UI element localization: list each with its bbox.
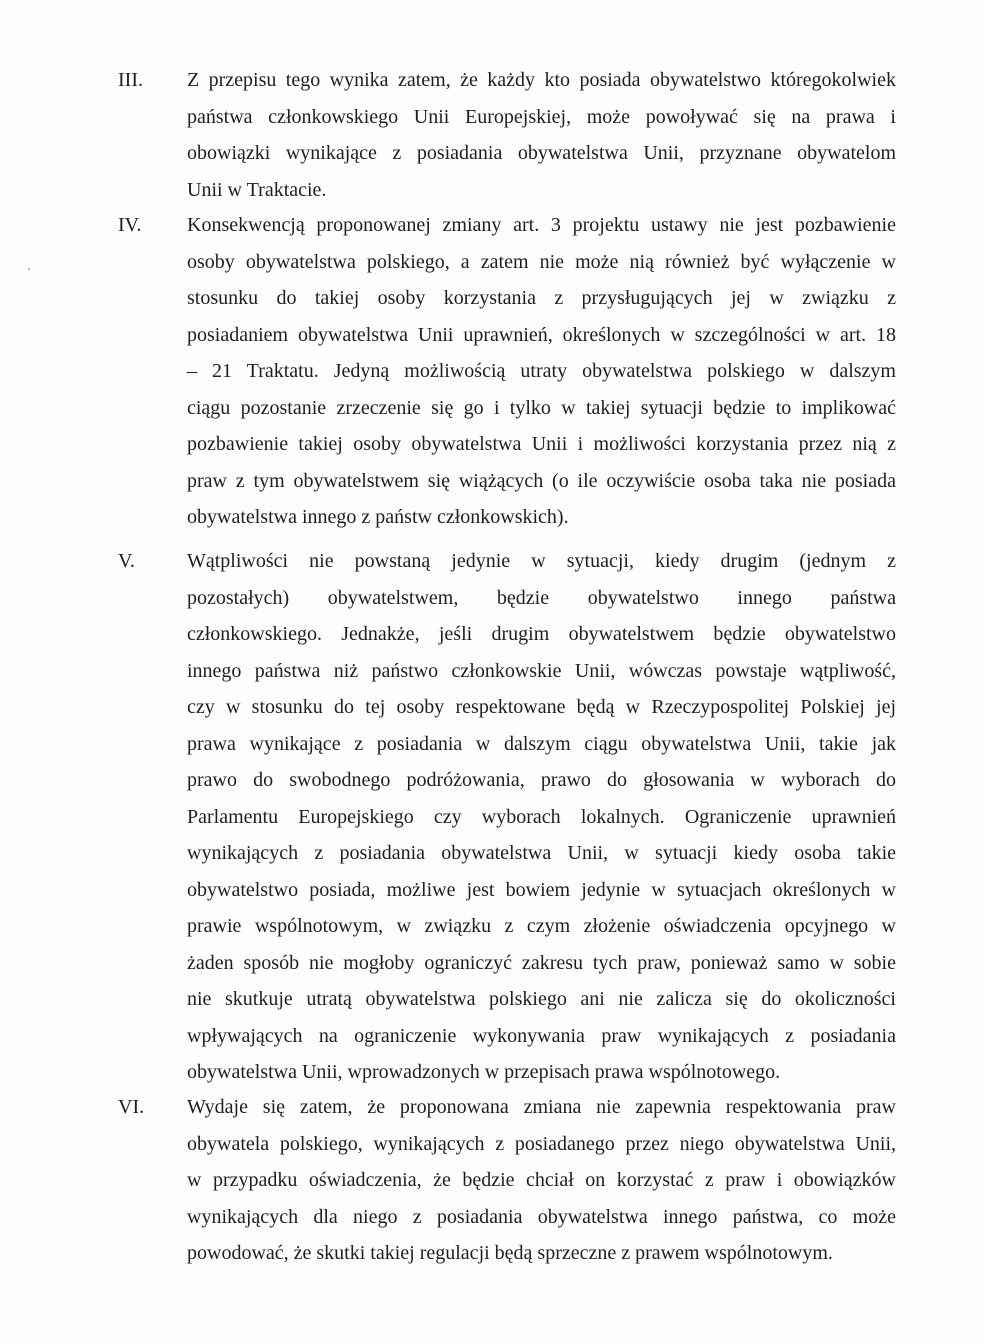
paragraph-line: czy w stosunku do tej osoby respektowane będą w Rzeczypospolitej Polskiej jej (187, 696, 896, 718)
paragraph-line: Wydaje się zatem, że proponowana zmiana nie zapewnia respektowania praw (187, 1096, 896, 1118)
paragraph-line: wynikających dla niego z posiadania obywatelstwa innego państwa, co może (187, 1205, 896, 1228)
paragraph-line: – 21 Traktatu. Jedyną możliwością utraty obywatelstwa polskiego w dalszym (187, 360, 896, 382)
section-paragraph (187, 543, 896, 1091)
paragraph-line: państwa członkowskiego Unii Europejskiej, może powoływać się na prawa i (187, 105, 896, 128)
paragraph-line: obywatelstwa Unii, wprowadzonych w przepisach prawa wspólnotowego. (187, 1061, 781, 1083)
paragraph-line: wynikających z posiadania obywatelstwa Unii, w sytuacji kiedy osoba takie (187, 842, 896, 864)
paragraph-line: Z przepisu tego wynika zatem, że każdy kto posiada obywatelstwo któregokolwiek (187, 69, 896, 91)
paragraph-line: pozostałych) obywatelstwem, będzie obywatelstwo innego państwa (187, 586, 896, 609)
paragraph-line: powodować, że skutki takiej regulacji będą sprzeczne z prawem wspólnotowym. (187, 1242, 833, 1264)
paragraph-line: żaden sposób nie mogłoby ograniczyć zakresu tych praw, ponieważ samo w sobie (187, 951, 896, 974)
paragraph-line: Unii w Traktacie. (187, 178, 327, 201)
paragraph-line: nie skutkuje utratą obywatelstwa polskiego ani nie zalicza się do okoliczności (187, 988, 896, 1010)
scan-speck (28, 268, 30, 270)
section-numeral: V. (118, 550, 135, 572)
paragraph-line: innego państwa niż państwo członkowskie Unii, wówczas powstaje wątpliwość, (187, 659, 896, 682)
paragraph-line: obywatelstwo posiada, możliwe jest bowiem jedynie w sytuacjach określonych w (187, 878, 896, 901)
paragraph-line: Parlamentu Europejskiego czy wyborach lokalnych. Ograniczenie uprawnień (187, 805, 896, 828)
paragraph-line: obywatela polskiego, wynikających z posiadanego przez niego obywatelstwa Unii, (187, 1132, 896, 1155)
paragraph-line: prawie wspólnotowym, w związku z czym złożenie oświadczenia opcyjnego w (187, 915, 896, 937)
section-paragraph (187, 207, 896, 536)
paragraph-line: prawo do swobodnego podróżowania, prawo do głosowania w wyborach do (187, 769, 896, 791)
paragraph-line: Wątpliwości nie powstaną jedynie w sytuacji, kiedy drugim (jednym z (187, 550, 896, 572)
paragraph-line: w przypadku oświadczenia, że będzie chciał on korzystać z praw i obowiązków (187, 1169, 896, 1191)
paragraph-line: obowiązki wynikające z posiadania obywatelstwa Unii, przyznane obywatelom (187, 142, 896, 164)
paragraph-line: osoby obywatelstwa polskiego, a zatem nie może nią również być wyłączenie w (187, 250, 896, 273)
paragraph-line: stosunku do takiej osoby korzystania z przysługujących jej w związku z (187, 287, 896, 309)
paragraph-line: Konsekwencją proponowanej zmiany art. 3 projektu ustawy nie jest pozbawienie (187, 214, 896, 236)
paragraph-line: wpływających na ograniczenie wykonywania praw wynikających z posiadania (187, 1024, 896, 1047)
section-numeral: VI. (118, 1096, 145, 1118)
paragraph-line: prawa wynikające z posiadania w dalszym ciągu obywatelstwa Unii, takie jak (187, 732, 896, 755)
section-paragraph (187, 1089, 896, 1272)
paragraph-line: posiadaniem obywatelstwa Unii uprawnień, określonych w szczególności w art. 18 (187, 323, 896, 346)
section-numeral: IV. (118, 214, 142, 236)
section-numeral: III. (118, 69, 143, 91)
paragraph-line: obywatelstwa innego z państw członkowskich). (187, 506, 569, 528)
paragraph-line: praw z tym obywatelstwem się wiążących (o ile oczywiście osoba taka nie posiada (187, 469, 896, 492)
paragraph-line: członkowskiego. Jednakże, jeśli drugim obywatelstwem będzie obywatelstwo (187, 623, 896, 645)
section-paragraph (187, 62, 896, 208)
paragraph-line: ciągu pozostanie zrzeczenie się go i tylko w takiej sytuacji będzie to implikować (187, 396, 896, 419)
paragraph-line: pozbawienie takiej osoby obywatelstwa Unii i możliwości korzystania przez nią z (187, 433, 896, 455)
